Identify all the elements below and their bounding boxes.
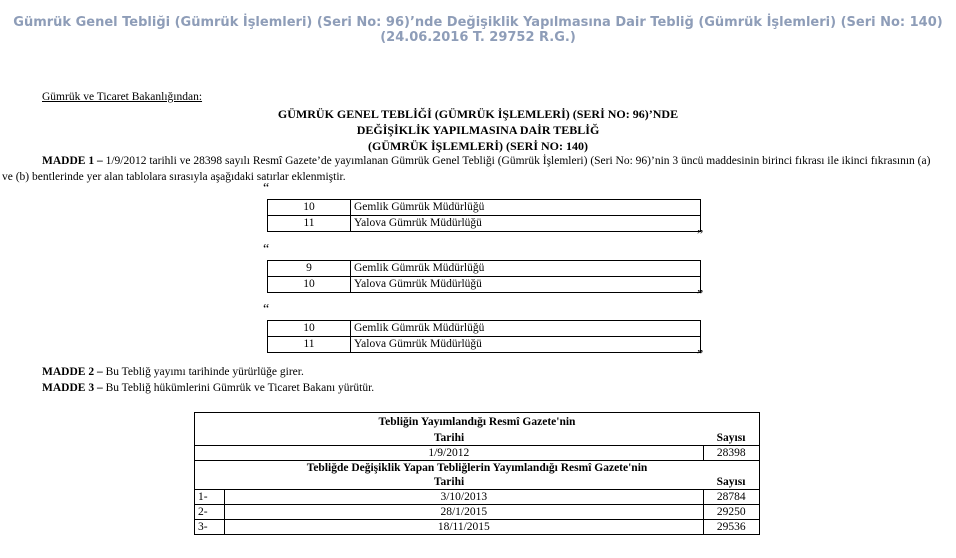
header-title: Gümrük Genel Tebliği (Gümrük İşlemleri) (Seri No: 96)’nde Değişiklik Yapılmasına Dair Tebliğ (Gümrük İşlemleri) (Seri No: 140)	[13, 15, 943, 30]
quote-open-1: “	[263, 181, 270, 196]
page-header	[0, 15, 956, 45]
amendment-number: 28784	[703, 490, 759, 505]
amendment-date: 28/1/2015	[225, 505, 704, 520]
doc-title-line-3: (GÜMRÜK İŞLEMLERİ) (SERİ NO: 140)	[367, 139, 588, 153]
office-number: 10	[268, 321, 351, 337]
table-row	[195, 461, 760, 476]
amendment-index: 1-	[195, 490, 225, 505]
madde-3-label: MADDE 3 –	[42, 382, 103, 394]
office-name: Gemlik Gümrük Müdürlüğü	[351, 321, 701, 337]
amendment-number: 29250	[703, 505, 759, 520]
amendment-index: 3-	[195, 520, 225, 535]
doc-title-line-2: DEĞİŞİKLİK YAPILMASINA DAİR TEBLİĞ	[356, 123, 600, 137]
table-row	[268, 261, 701, 277]
quote-open-3: “	[263, 302, 270, 317]
amendment-index: 2-	[195, 505, 225, 520]
quote-open-2: “	[263, 242, 270, 257]
table-row	[195, 490, 760, 505]
office-table-2	[267, 260, 701, 293]
madde-1-line-1	[42, 155, 930, 167]
header-date: (24.06.2016 T. 29752 R.G.)	[380, 30, 576, 45]
madde-1-line-2: ve (b) bentlerinde yer alan tablolara sırasıyla aşağıdaki satırlar eklenmiştir.	[2, 171, 346, 183]
column-header-number: Sayısı	[703, 431, 759, 446]
table-row	[195, 520, 760, 535]
column-header-date: Tarihi	[195, 431, 704, 446]
amendment-number: 29536	[703, 520, 759, 535]
quote-close-3: ”	[697, 348, 704, 363]
summary-heading-original: Tebliğin Yayımlandığı Resmî Gazete'nin	[195, 413, 760, 432]
table-row	[268, 216, 701, 232]
gazette-summary-table	[194, 412, 760, 535]
office-number: 10	[268, 277, 351, 293]
madde-3	[42, 382, 374, 394]
amendment-date: 3/10/2013	[225, 490, 704, 505]
summary-heading-amendments: Tebliğde Değişiklik Yapan Tebliğlerin Yayımlandığı Resmî Gazete'nin	[195, 461, 760, 476]
column-header-number: Sayısı	[703, 475, 759, 490]
office-name: Yalova Gümrük Müdürlüğü	[351, 216, 701, 232]
quote-close-1: ”	[697, 228, 704, 243]
table-row	[268, 200, 701, 216]
madde-1-text: 1/9/2012 tarihli ve 28398 sayılı Resmî Gazete’de yayımlanan Gümrük Genel Tebliği (Gümrük İşlemleri) (Seri No: 96)’nin 3 üncü maddesinin birinci fıkrası ile ikinci fıkrasının (a)	[102, 155, 931, 167]
table-row	[195, 446, 760, 461]
madde-2	[42, 366, 304, 378]
office-table-1	[267, 199, 701, 232]
office-name: Yalova Gümrük Müdürlüğü	[351, 337, 701, 353]
table-row	[268, 321, 701, 337]
office-number: 10	[268, 200, 351, 216]
table-row	[195, 505, 760, 520]
ministry-label: Gümrük ve Ticaret Bakanlığından:	[42, 91, 203, 103]
table-row	[268, 277, 701, 293]
madde-2-label: MADDE 2 –	[42, 366, 103, 378]
amendment-date: 18/11/2015	[225, 520, 704, 535]
office-number: 11	[268, 216, 351, 232]
office-name: Yalova Gümrük Müdürlüğü	[351, 277, 701, 293]
table-row	[195, 413, 760, 432]
office-number: 11	[268, 337, 351, 353]
office-name: Gemlik Gümrük Müdürlüğü	[351, 200, 701, 216]
office-name: Gemlik Gümrük Müdürlüğü	[351, 261, 701, 277]
madde-3-text: Bu Tebliğ hükümlerini Gümrük ve Ticaret Bakanı yürütür.	[102, 382, 375, 394]
office-table-3	[267, 320, 701, 353]
original-date: 1/9/2012	[195, 446, 704, 461]
table-row	[268, 337, 701, 353]
madde-1-label: MADDE 1 –	[42, 155, 103, 167]
madde-2-text: Bu Tebliğ yayımı tarihinde yürürlüğe girer.	[102, 366, 304, 378]
quote-close-2: ”	[697, 288, 704, 303]
column-header-date: Tarihi	[195, 475, 704, 490]
table-row	[195, 431, 760, 446]
table-row	[195, 475, 760, 490]
original-number: 28398	[703, 446, 759, 461]
office-number: 9	[268, 261, 351, 277]
doc-title-line-1: GÜMRÜK GENEL TEBLİĞİ (GÜMRÜK İŞLEMLERİ) (SERİ NO: 96)’NDE	[277, 107, 679, 121]
